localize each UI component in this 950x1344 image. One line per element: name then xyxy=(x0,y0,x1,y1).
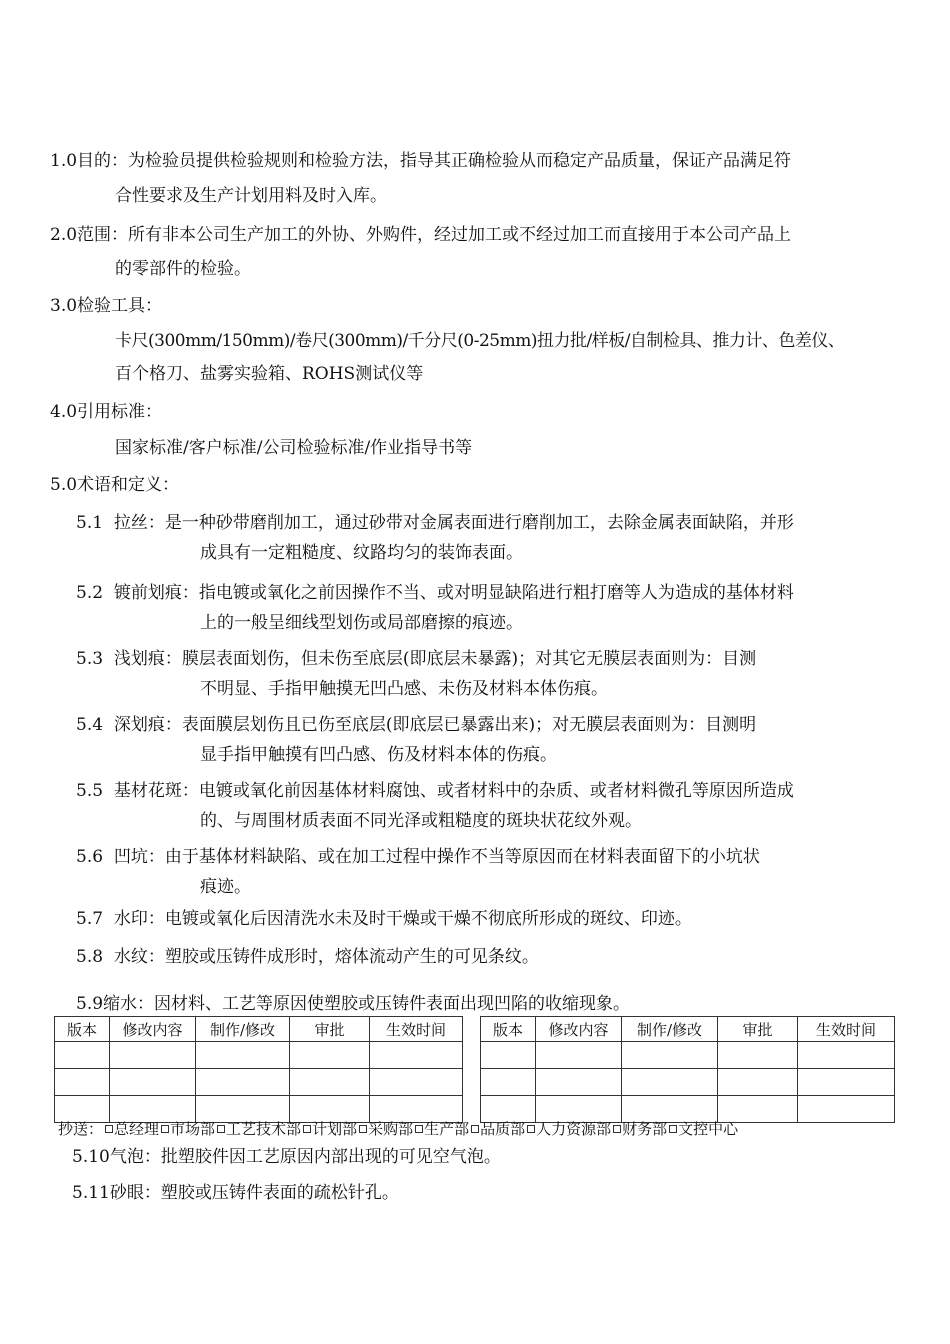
term-text: 水纹：塑胶或压铸件成形时，熔体流动产生的可见条纹。 xyxy=(113,947,539,967)
header-effective-date: 生效时间 xyxy=(798,1017,895,1042)
section-4-standards: 国家标准/客户标准/公司检验标准/作业指导书等 xyxy=(115,438,473,458)
checkbox-icon[interactable] xyxy=(161,1125,169,1133)
term-text: 砂眼：塑胶或压铸件表面的疏松针孔。 xyxy=(109,1183,399,1203)
cc-label: 抄送： xyxy=(58,1120,104,1138)
checkbox-icon[interactable] xyxy=(669,1125,677,1133)
header-changes: 修改内容 xyxy=(110,1017,196,1042)
term-text: 凹坑：由于基体材料缺陷、或在加工过程中操作不当等原因而在材料表面留下的小坑状 xyxy=(113,847,760,867)
term-number: 5.7 xyxy=(76,909,104,929)
section-4-text: 引用标准： xyxy=(77,402,163,422)
term-text: 水印：电镀或氧化后因清洗水未及时干燥或干燥不彻底所形成的斑纹、印迹。 xyxy=(113,909,692,929)
header-version: 版本 xyxy=(55,1017,110,1042)
section-3-heading xyxy=(50,295,162,317)
term-text-cont: 成具有一定粗糙度、纹路均匀的装饰表面。 xyxy=(200,543,523,563)
term-number: 5.11 xyxy=(72,1183,110,1203)
term-number: 5.4 xyxy=(76,715,104,735)
cc-item: 计划部 xyxy=(312,1120,358,1138)
cc-item: 品质部 xyxy=(480,1120,526,1138)
section-1-text: 目的：为检验员提供检验规则和检验方法，指导其正确检验从而稳定产品质量，保证产品满足符 xyxy=(77,151,792,171)
table-header-row xyxy=(55,1017,463,1042)
term-text: 拉丝：是一种砂带磨削加工，通过砂带对金属表面进行磨削加工，去除金属表面缺陷，并形 xyxy=(113,513,794,533)
cc-item: 总经理 xyxy=(114,1120,160,1138)
cc-distribution xyxy=(58,1119,738,1139)
term-text: 镀前划痕：指电镀或氧化之前因操作不当、或对明显缺陷进行粗打磨等人为造成的基体材料 xyxy=(113,583,794,603)
cc-item: 生产部 xyxy=(424,1120,470,1138)
cc-item: 工艺技术部 xyxy=(226,1120,302,1138)
term-text: 浅划痕：膜层表面划伤，但未伤至底层(即底层未暴露)；对其它无膜层表面则为：目测 xyxy=(113,649,757,669)
term-number: 5.8 xyxy=(76,947,104,967)
header-approval: 审批 xyxy=(718,1017,798,1042)
section-2-heading xyxy=(50,224,791,246)
term-number: 5.9 xyxy=(76,994,104,1014)
checkbox-icon[interactable] xyxy=(415,1125,423,1133)
term-text: 基材花斑：电镀或氧化前因基体材料腐蚀、或者材料中的杂质、或者材料微孔等原因所造成 xyxy=(113,781,794,801)
term-number: 5.10 xyxy=(72,1147,110,1167)
cc-item: 市场部 xyxy=(170,1120,216,1138)
header-author: 制作/修改 xyxy=(622,1017,718,1042)
checkbox-icon[interactable] xyxy=(217,1125,225,1133)
revision-table-left xyxy=(54,1016,463,1123)
cc-item: 财务部 xyxy=(622,1120,668,1138)
revision-table-right xyxy=(480,1016,895,1123)
header-effective-date: 生效时间 xyxy=(370,1017,463,1042)
table-row xyxy=(55,1042,463,1069)
header-approval: 审批 xyxy=(290,1017,370,1042)
section-3-tools-list: 卡尺(300mm/150mm)/卷尺(300mm)/千分尺(0-25mm)扭力批/样板/自制检具、推力计、色差仪、 xyxy=(115,331,845,351)
cc-item: 文控中心 xyxy=(678,1120,739,1138)
checkbox-icon[interactable] xyxy=(471,1125,479,1133)
checkbox-icon[interactable] xyxy=(527,1125,535,1133)
header-changes: 修改内容 xyxy=(536,1017,622,1042)
section-number: 2.0 xyxy=(50,225,78,245)
section-1-continuation: 合性要求及生产计划用料及时入库。 xyxy=(115,186,387,206)
header-version: 版本 xyxy=(481,1017,536,1042)
checkbox-icon[interactable] xyxy=(105,1125,113,1133)
cc-item: 采购部 xyxy=(368,1120,414,1138)
section-2-text: 范围：所有非本公司生产加工的外协、外购件，经过加工或不经过加工而直接用于本公司产品上 xyxy=(77,225,792,245)
term-text-cont: 不明显、手指甲触摸无凹凸感、未伤及材料本体伤痕。 xyxy=(200,679,608,699)
section-4-heading xyxy=(50,401,162,423)
term-number: 5.6 xyxy=(76,847,104,867)
term-text-cont: 上的一般呈细线型划伤或局部磨擦的痕迹。 xyxy=(200,613,523,633)
section-3-text: 检验工具： xyxy=(77,296,163,316)
table-row xyxy=(481,1069,895,1096)
checkbox-icon[interactable] xyxy=(613,1125,621,1133)
section-number: 5.0 xyxy=(50,475,78,495)
term-text-cont: 的、与周围材质表面不同光泽或粗糙度的斑块状花纹外观。 xyxy=(200,811,642,831)
term-text: 深划痕：表面膜层划伤且已伤至底层(即底层已暴露出来)；对无膜层表面则为：目测明 xyxy=(113,715,757,735)
cc-item: 人力资源部 xyxy=(536,1120,612,1138)
term-number: 5.3 xyxy=(76,649,104,669)
term-text-cont: 显手指甲触摸有凹凸感、伤及材料本体的伤痕。 xyxy=(200,745,557,765)
section-number: 3.0 xyxy=(50,296,78,316)
term-number: 5.1 xyxy=(76,513,104,533)
section-number: 4.0 xyxy=(50,402,78,422)
section-3-tools-list-cont: 百个格刀、盐雾实验箱、ROHS测试仪等 xyxy=(115,364,424,384)
term-text-cont: 痕迹。 xyxy=(200,877,251,897)
table-row xyxy=(55,1069,463,1096)
table-row xyxy=(481,1042,895,1069)
term-text: 气泡：批塑胶件因工艺原因内部出现的可见空气泡。 xyxy=(109,1147,501,1167)
header-author: 制作/修改 xyxy=(196,1017,290,1042)
section-5-text: 术语和定义： xyxy=(77,475,180,495)
checkbox-icon[interactable] xyxy=(359,1125,367,1133)
term-number: 5.5 xyxy=(76,781,104,801)
checkbox-icon[interactable] xyxy=(303,1125,311,1133)
section-2-continuation: 的零部件的检验。 xyxy=(115,259,251,279)
section-5-heading xyxy=(50,474,179,496)
table-header-row xyxy=(481,1017,895,1042)
term-text: 缩水：因材料、工艺等原因使塑胶或压铸件表面出现凹陷的收缩现象。 xyxy=(103,994,631,1014)
term-number: 5.2 xyxy=(76,583,104,603)
section-1-heading xyxy=(50,150,791,172)
section-number: 1.0 xyxy=(50,151,78,171)
